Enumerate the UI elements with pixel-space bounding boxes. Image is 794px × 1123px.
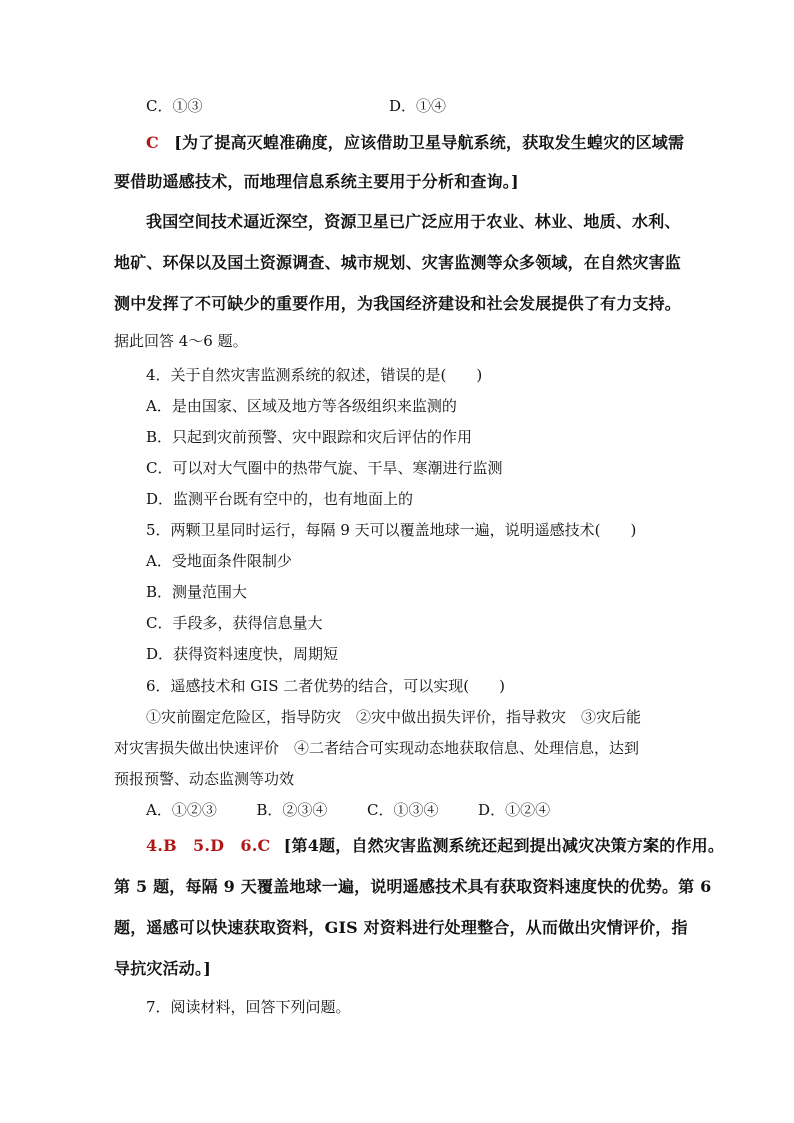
q3-option-d: D．①④ — [389, 97, 447, 115]
answers-4-6-explanation-part1: [第4题，自然灾害监测系统还起到提出减灾决策方案的作用。 — [283, 836, 725, 855]
q5-stem: 5．两颗卫星同时运行，每隔 9 天可以覆盖地球一遍，说明遥感技术( ) — [146, 521, 637, 539]
q6-option-c: C．①③④ — [367, 801, 439, 819]
q3-answer-letter: C — [146, 133, 159, 152]
q5-option-c: C．手段多，获得信息量大 — [146, 614, 323, 632]
q5-option-a: A．受地面条件限制少 — [146, 552, 292, 570]
q6-option-b: B．②③④ — [256, 801, 328, 819]
q3-option-c: C．①③ — [146, 97, 203, 115]
q4-option-c: C．可以对大气圈中的热带气旋、干旱、寒潮进行监测 — [146, 459, 503, 477]
answers-4-6-explanation-part4: 导抗灾活动。] — [114, 959, 211, 978]
passage-line1: 我国空间技术逼近深空，资源卫星已广泛应用于农业、林业、地质、水利、 — [146, 212, 681, 231]
q6-text-line2: 对灾害损失做出快速评价 ④二者结合可实现动态地获取信息、处理信息，达到 — [114, 739, 640, 757]
q5-option-b: B．测量范围大 — [146, 583, 248, 601]
answers-4-6-labels: 4.B 5.D 6.C — [146, 836, 271, 855]
passage-line2: 地矿、环保以及国土资源调查、城市规划、灾害监测等众多领域，在自然灾害监 — [114, 253, 682, 272]
q4-option-a: A．是由国家、区域及地方等各级组织来监测的 — [146, 397, 457, 415]
answers-4-6-explanation-part2: 第 5 题，每隔 9 天覆盖地球一遍，说明遥感技术具有获取资料速度快的优势。第 6 — [114, 877, 712, 896]
q3-explanation-part2: 要借助遥感技术，而地理信息系统主要用于分析和查询。] — [114, 172, 519, 191]
answers-4-6-line1 — [146, 836, 724, 856]
q6-text-line3: 预报预警、动态监测等功效 — [114, 770, 295, 788]
q6-options — [146, 800, 550, 820]
q4-option-b: B．只起到灾前预警、灾中跟踪和灾后评估的作用 — [146, 428, 473, 446]
q4-stem: 4．关于自然灾害监测系统的叙述，错误的是( ) — [146, 366, 483, 384]
passage-line3: 测中发挥了不可缺少的重要作用，为我国经济建设和社会发展提供了有力支持。 — [114, 294, 682, 313]
q6-stem: 6．遥感技术和 GIS 二者优势的结合，可以实现( ) — [146, 677, 505, 695]
q4-option-d: D．监测平台既有空中的，也有地面上的 — [146, 490, 414, 508]
q6-text-line1: ①灾前圈定危险区，指导防灾 ②灾中做出损失评价，指导救灾 ③灾后能 — [146, 708, 642, 726]
q3-explanation-part1: [为了提高灭蝗准确度，应该借助卫星导航系统，获取发生蝗灾的区域需 — [174, 133, 685, 152]
q6-option-a: A．①②③ — [146, 801, 217, 819]
answers-4-6-explanation-part3: 题，遥感可以快速获取资料，GIS 对资料进行处理整合，从而做出灾情评价，指 — [114, 918, 688, 937]
q5-option-d: D．获得资料速度快，周期短 — [146, 645, 339, 663]
q7-stem: 7．阅读材料，回答下列问题。 — [146, 998, 351, 1016]
q3-answer-line1 — [146, 133, 684, 153]
passage-line4: 据此回答 4～6 题。 — [114, 332, 248, 350]
q6-option-d: D．①②④ — [478, 801, 551, 819]
